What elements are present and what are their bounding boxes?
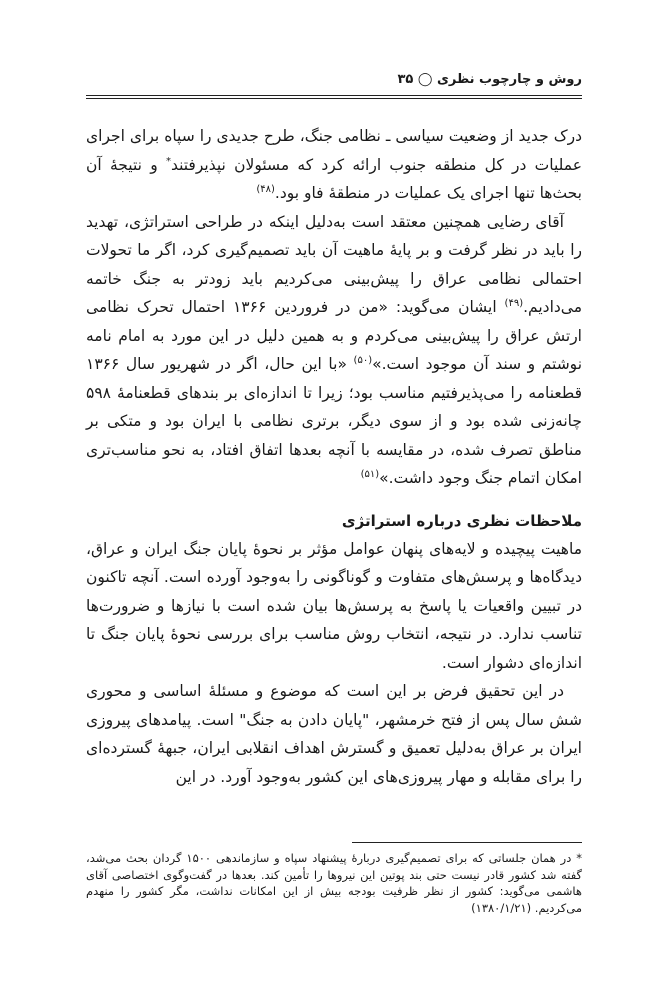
reference-48: (۴۸) bbox=[256, 183, 275, 195]
paragraph-2-quote-cont: «با این حال، اگر در شهریور سال ۱۳۶۶ قطعنامه را می‌پذیرفتیم مناسب بود؛ زیرا تا اندازه‌ای بر بندهای قطعنامهٔ ۵۹۸ چانه‌زنی شده بود و از سوی دیگر، برتری نظامی با ایران بود و متکی بر مناطق تصرف شده، در مقایسه با آنچه بعدها اتفاق افتاد، به نحو مناسب‌تری امکان اتمام جنگ وجود داشت.» bbox=[86, 355, 582, 487]
header-rule-second bbox=[86, 98, 582, 99]
section-paragraph-2: در این تحقیق فرض بر این است که موضوع و مسئلهٔ اساسی و محوری شش سال پس از فتح خرمشهر، "پایان دادن به جنگ" است. پیامدهای پیروزی ایران بر عراق به‌دلیل تعمیق و گسترش اهداف انقلابی ایران، جبههٔ گسترده‌ای را برای مقابله و مهار پیروزی‌های این کشور به‌وجود آورد. در این bbox=[86, 682, 582, 786]
running-head: روش و چارچوب نظری ◯ ۳۵ bbox=[397, 72, 582, 87]
paragraph-1-text: درک جدید از وضعیت سیاسی ـ نظامی جنگ، طرح جدیدی را سپاه برای اجرای عملیات در کل منطقه جنوب ارائه کرد که مسئولان نپذیرفتند bbox=[86, 127, 582, 174]
footnote: * در همان جلساتی که برای تصمیم‌گیری دربارهٔ پیشنهاد سپاه و سازماندهی ۱۵۰۰ گردان بحث می‌شد، گفته شد کشور قادر نیست حتی بند پوتین این نیروها را تأمین کند. بعدها در گفت‌وگوی اختصاصی آقای هاشمی می‌گوید: کشور از نظر ظرفیت بودجه بیش از این امکانات نداشت، مگر کشور را منهدم می‌کردیم. (۱۳۸۰/۱/۲۱) bbox=[86, 851, 582, 915]
section-heading: ملاحظات نظری درباره استراتژی bbox=[341, 511, 582, 530]
paragraph-1-text-cont: و نتیجهٔ آن بحث‌ها تنها اجرای یک عملیات در منطقهٔ فاو بود. bbox=[86, 155, 582, 202]
section-paragraph-1: ماهیت پیچیده و لایه‌های پنهان عوامل مؤثر بر نحوهٔ پایان جنگ ایران و عراق، دیدگاه‌ها و پرسش‌های متفاوت و گوناگونی را به‌وجود آورده است. آنچه تاکنون در تبیین واقعیات یا پاسخ به پرسش‌ها بیان شده است با نیازها و ضرورت‌ها تناسب ندارد. در نتیجه، انتخاب روش مناسب برای بررسی نحوهٔ پایان جنگ تا اندازه‌ای دشوار است. bbox=[86, 539, 582, 672]
reference-49: (۴۹) bbox=[504, 297, 524, 309]
body-text bbox=[86, 122, 582, 791]
paragraph-2-quote: ایشان می‌گوید: «من در فروردین ۱۳۶۶ احتمال تحرک نظامی ارتش عراق را پیش‌بینی می‌کردم و به همین دلیل در این مورد به امام نامه نوشتم و سند آن موجود است.» bbox=[86, 298, 583, 373]
footnote-rule bbox=[352, 842, 582, 843]
paragraph-1 bbox=[86, 122, 582, 208]
reference-51: (۵۱) bbox=[360, 468, 380, 480]
header-rule bbox=[86, 95, 582, 96]
footnote-marker: * bbox=[165, 155, 171, 167]
paragraph-2 bbox=[86, 208, 582, 493]
paragraph-2-text: آقای رضایی همچنین معتقد است به‌دلیل اینکه در طراحی استراتژی، تهدید را باید در نظر گرفت و بر پایهٔ ماهیت آن باید تصمیم‌گیری کرد، اگر ما تحولات احتمالی نظامی عراق را پیش‌بینی می‌کردیم باید زودتر به جنگ خاتمه می‌دادیم. bbox=[86, 212, 582, 316]
reference-50: (۵۰) bbox=[353, 354, 373, 366]
